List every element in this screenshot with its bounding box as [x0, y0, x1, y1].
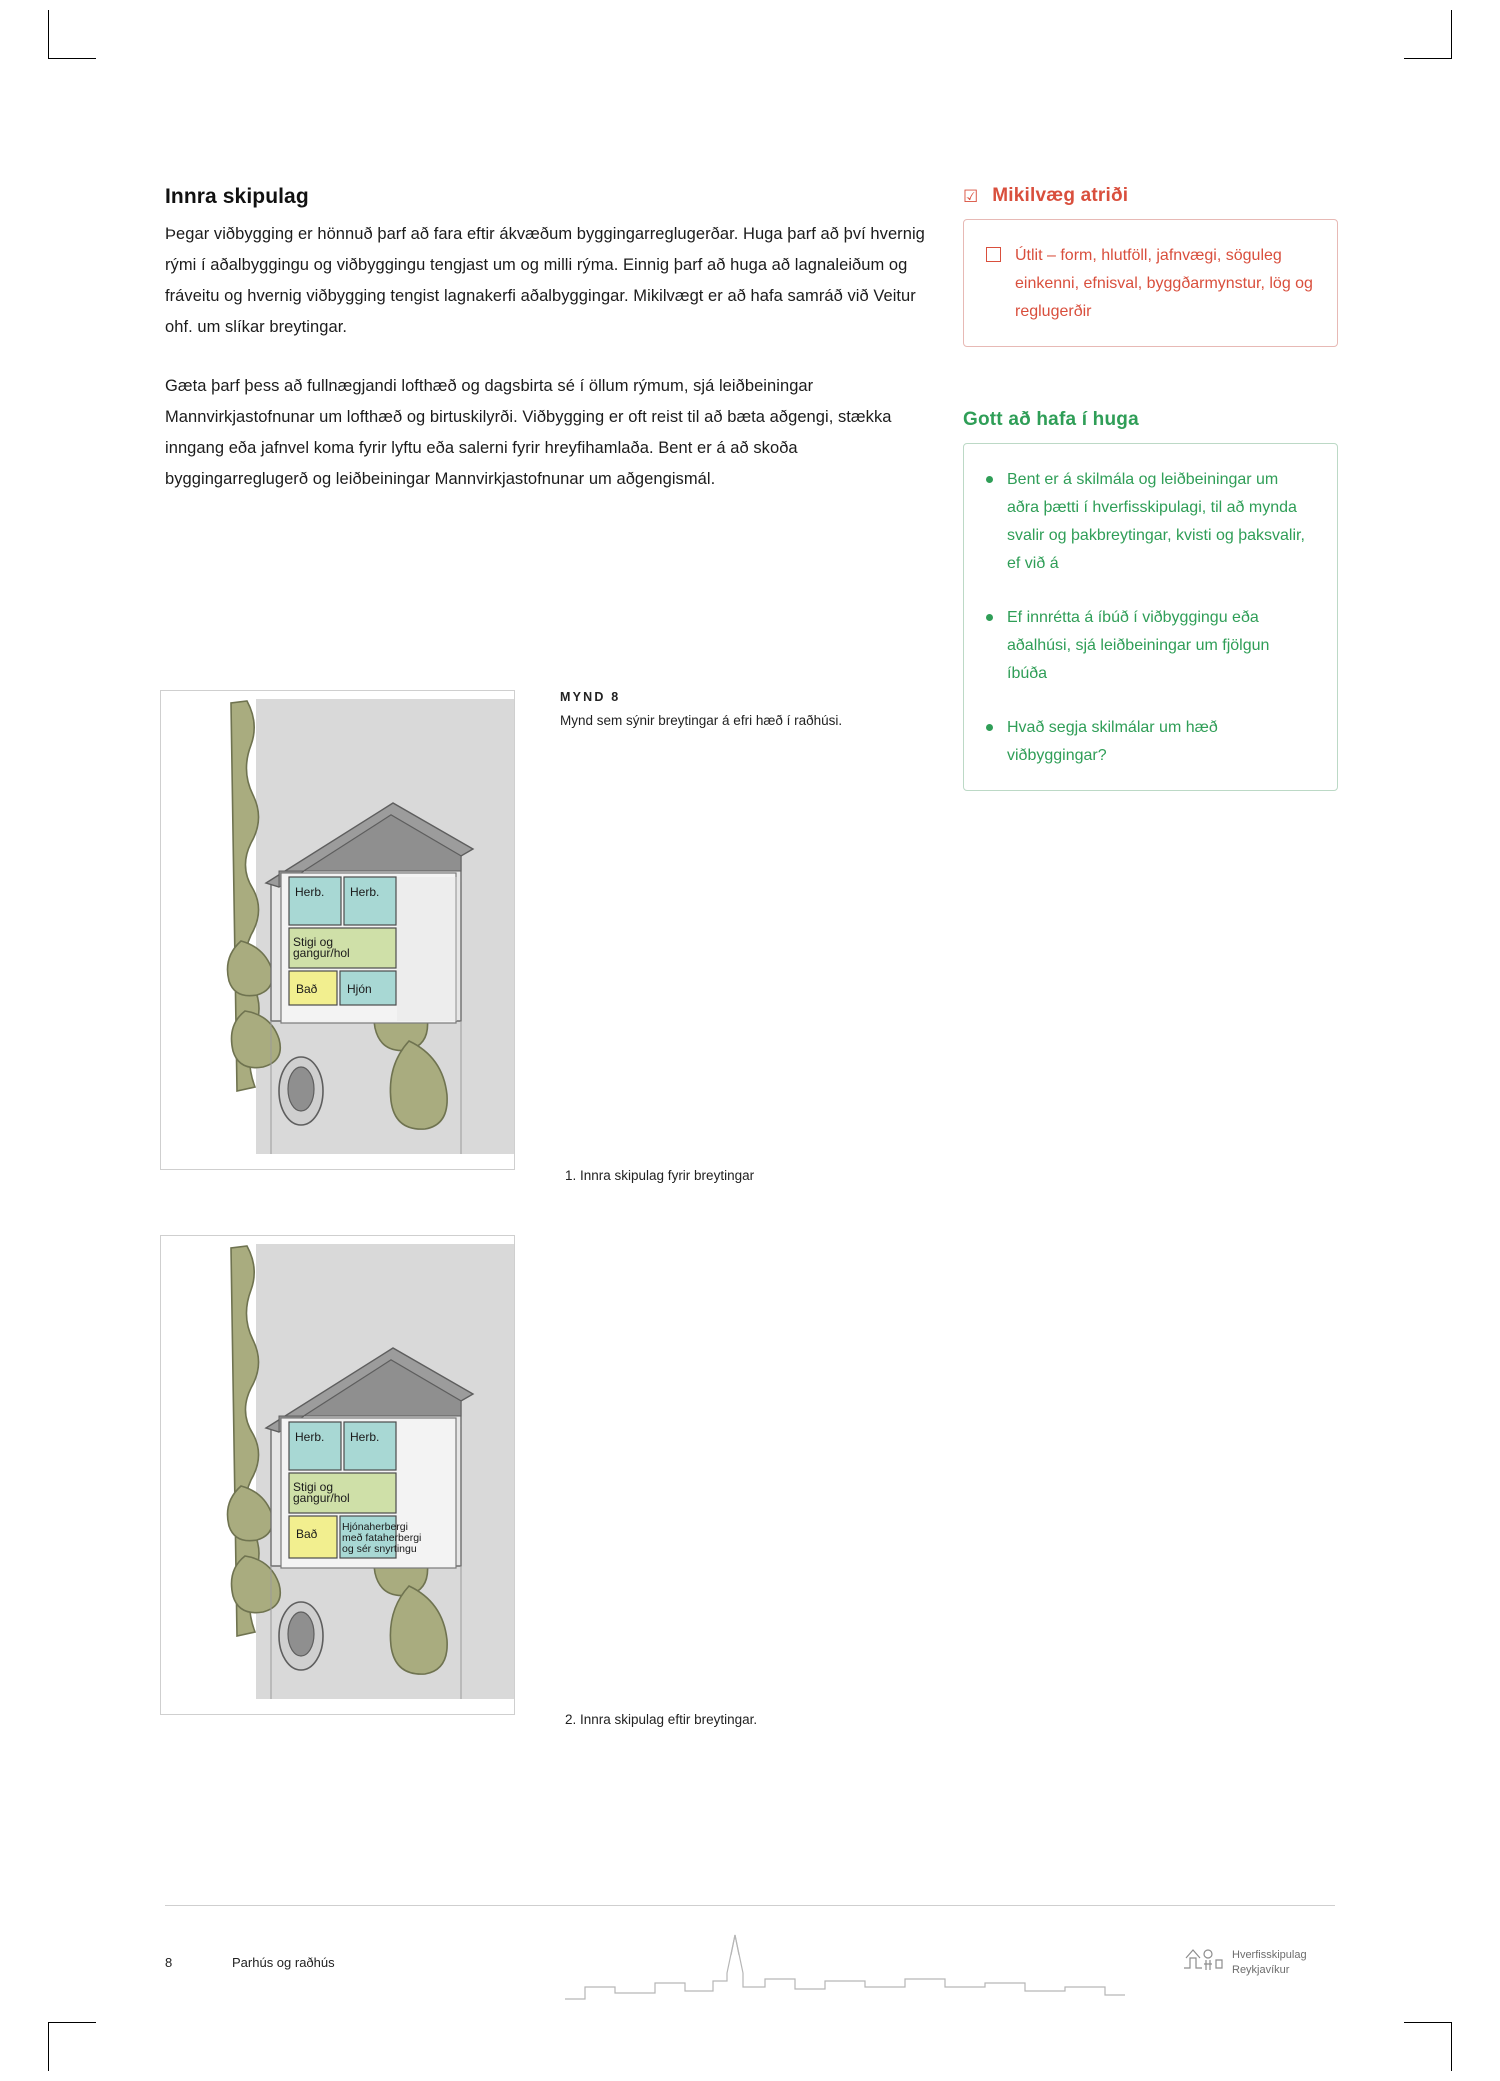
- svg-text:Bað: Bað: [296, 1527, 318, 1541]
- important-box-title: Mikilvæg atriði: [992, 185, 1129, 206]
- important-box: [963, 219, 1338, 347]
- footer-document-title: Parhús og raðhús: [232, 1955, 335, 1970]
- bullet-icon: [986, 476, 993, 483]
- tips-item: [986, 714, 1313, 770]
- figure-after-subcaption: 2. Innra skipulag eftir breytingar.: [565, 1712, 758, 1727]
- tips-item-text: Ef innrétta á íbúð í viðbyggingu eða aðalhúsi, sjá leiðbeiningar um fjölgun íbúða: [1007, 609, 1270, 682]
- skyline-illustration: [545, 1895, 1145, 2005]
- body-paragraph-2: Gæta þarf þess að fullnægjandi lofthæð og dagsbirta sé í öllum rýmum, sjá leiðbeiningar Mannvirkjastofnunar um lofthæð og birtuskilyrði. Viðbygging er oft reist til að bæta aðgengi, stækka inngang eða jafnvel koma fyrir lyftu eða salerni fyrir hreyfihamlaða. Bent er á að skoða byggingarreglugerð og leiðbeiningar Mannvirkjastofnunar um aðgengismál.: [165, 377, 892, 488]
- hverfisskipulag-logo-icon: [1178, 1938, 1228, 1978]
- svg-text:Herb.: Herb.: [295, 885, 325, 899]
- svg-text:gangur/hol: gangur/hol: [293, 1491, 350, 1505]
- svg-text:Stigi og: Stigi og: [293, 1480, 334, 1494]
- figure-caption: Mynd sem sýnir breytingar á efri hæð í raðhúsi.: [560, 713, 843, 728]
- figure-caption-block: [560, 690, 920, 732]
- empty-checkbox-icon: [986, 247, 1001, 262]
- tips-item: [986, 466, 1313, 578]
- svg-text:Hjónaherbergi: Hjónaherbergi: [342, 1521, 408, 1533]
- figure-label: MYND 8: [560, 690, 621, 704]
- important-box-header: [963, 185, 1338, 207]
- bullet-icon: [986, 614, 993, 621]
- footer-logo-line-2: Reykjavíkur: [1232, 1964, 1290, 1976]
- svg-text:Herb.: Herb.: [350, 1430, 380, 1444]
- svg-text:gangur/hol: gangur/hol: [293, 946, 350, 960]
- footer-logo-line-1: Hverfisskipulag: [1232, 1949, 1307, 1961]
- main-text-column: [165, 185, 925, 523]
- bullet-icon: [986, 724, 993, 731]
- sidebar-column: [963, 185, 1338, 791]
- tips-item: [986, 604, 1313, 688]
- important-item: [986, 242, 1313, 326]
- tips-item-text: Hvað segja skilmálar um hæð viðbyggingar?: [1007, 719, 1218, 764]
- tips-item-text: Bent er á skilmála og leiðbeiningar um aðra þætti í hverfisskipulagi, til að mynda svalir og þakbreytingar, kvisti og þaksvalir, ef við á: [1007, 471, 1305, 572]
- figure-after-illustration: [161, 1236, 515, 1715]
- figure-before-frame: [160, 690, 515, 1170]
- body-paragraph-1: Þegar viðbygging er hönnuð þarf að fara eftir ákvæðum byggingarreglugerðar. Huga þarf að því hvernig rými í aðalbyggingu og viðbyggingu tengjast um og milli rýma. Einnig þarf að huga að lagnaleiðum og fráveitu og hvernig viðbygging tengist lagnakerfi aðalbyggingar. Mikilvægt er að hafa samráð við Veitur ohf. um slíkar breytingar.: [165, 225, 925, 336]
- svg-text:og sér snyrtingu: og sér snyrtingu: [342, 1543, 417, 1555]
- tips-box: [963, 443, 1338, 791]
- tips-box-title: Gott að hafa í huga: [963, 409, 1139, 430]
- footer-page-number: 8: [165, 1955, 173, 1970]
- checked-checkbox-icon: ☑: [963, 186, 979, 206]
- svg-text:Hjón: Hjón: [347, 982, 372, 996]
- figure-before-illustration: [161, 691, 515, 1170]
- svg-text:Stigi og: Stigi og: [293, 935, 334, 949]
- figure-before-subcaption: 1. Innra skipulag fyrir breytingar: [565, 1168, 755, 1183]
- page-title: Innra skipulag: [165, 185, 309, 208]
- svg-text:Herb.: Herb.: [350, 885, 380, 899]
- figure-after-frame: [160, 1235, 515, 1715]
- important-item-text: Útlit – form, hlutföll, jafnvægi, söguleg einkenni, efnisval, byggðarmynstur, lög og reglugerðir: [1015, 247, 1313, 320]
- svg-text:Bað: Bað: [296, 982, 318, 996]
- tips-box-header: [963, 409, 1338, 431]
- svg-text:Herb.: Herb.: [295, 1430, 325, 1444]
- svg-text:með fataherbergi: með fataherbergi: [342, 1532, 422, 1544]
- footer-logo-text: [1232, 1948, 1307, 1978]
